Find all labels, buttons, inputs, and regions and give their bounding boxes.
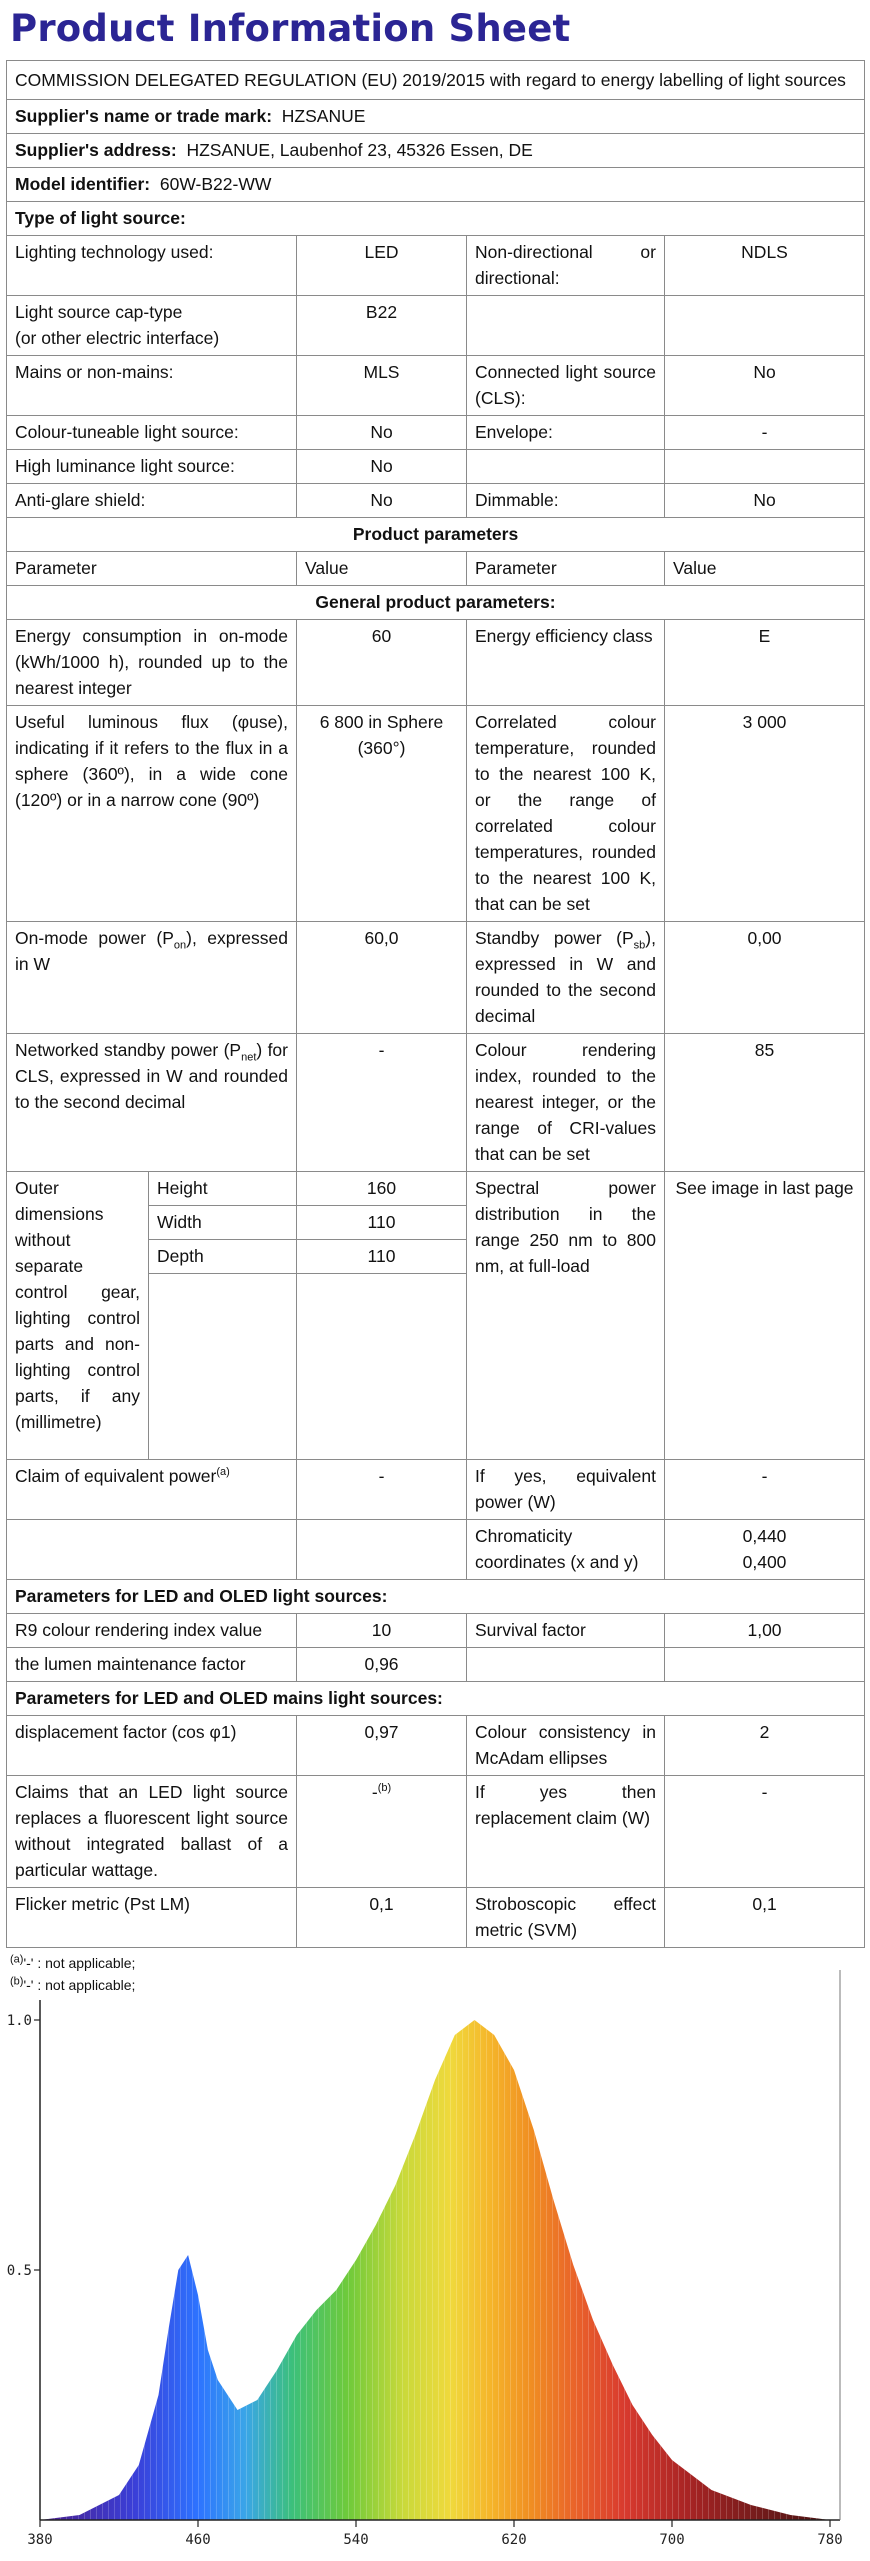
spectrum-point (513, 2069, 515, 2071)
tech-value: LED (297, 236, 467, 296)
pnet-label-pre: Networked standby power (P (15, 1040, 242, 1060)
flux-row (7, 706, 865, 922)
efficiency-label: Energy efficiency class (467, 620, 665, 706)
lumen-label: the lumen maintenance factor (7, 1648, 297, 1682)
pnet-value: - (297, 1034, 467, 1172)
tuneable-row (7, 416, 865, 450)
spectrum-point (434, 2079, 436, 2081)
disp-row (7, 1716, 865, 1776)
spectrum-point (454, 2034, 456, 2036)
supplier-name-label: Supplier's name or trade mark: (15, 106, 273, 126)
cri-label: Colour rendering index, rounded to the nearest integer, or the range of CRI-values that can be set (467, 1034, 665, 1172)
pnet-label-sub: net (241, 1051, 257, 1064)
tech-row (7, 236, 865, 296)
product-params-heading-row (7, 518, 865, 552)
col-value-2: Value (665, 552, 865, 586)
spectrum-point (572, 2264, 574, 2266)
spectrum-point (592, 2319, 594, 2321)
equiv-value: - (297, 1460, 467, 1520)
supplier-address-label: Supplier's address: (15, 140, 177, 160)
type-heading: Type of light source: (7, 202, 865, 236)
claims-sup: (b) (377, 1782, 392, 1795)
claims-value-text: - (371, 1782, 378, 1802)
cct-value: 3 000 (665, 706, 865, 922)
info-table (6, 60, 865, 1948)
spectrum-point (138, 2464, 140, 2466)
x-tick-label: 700 (659, 2532, 685, 2548)
height-label: Height (149, 1172, 297, 1206)
energy-row (7, 620, 865, 706)
pnet-row (7, 1034, 865, 1172)
led-mains-heading: Parameters for LED and OLED mains light sources: (7, 1682, 865, 1716)
spd-label: Spectral power distribution in the range 250 nm to 800 nm, at full-load (467, 1172, 665, 1460)
x-tick-label: 460 (185, 2532, 211, 2548)
antiglare-label: Anti-glare shield: (7, 484, 297, 518)
y-tick-label: 0.5 (6, 2263, 32, 2279)
flicker-row (7, 1888, 865, 1948)
spectrum-point (276, 2369, 278, 2371)
supplier-name-row (7, 100, 865, 134)
spectrum-point (790, 2514, 792, 2516)
mcadam-value: 2 (665, 1716, 865, 1776)
pon-label (7, 922, 297, 1034)
lumen-value: 0,96 (297, 1648, 467, 1682)
energy-label: Energy consumption in on-mode (kWh/1000 h), rounded up to the nearest integer (7, 620, 297, 706)
spectrum-point (187, 2254, 189, 2256)
cap-label-sub: (or other electric interface) (15, 328, 220, 348)
flicker-value: 0,1 (297, 1888, 467, 1948)
pnet-label (7, 1034, 297, 1172)
y-tick-label: 1.0 (6, 2013, 32, 2029)
model-row (7, 168, 865, 202)
directional-label: Non-directional or directional: (467, 236, 665, 296)
regulation-row (7, 61, 865, 100)
cls-label: Connected light source (CLS): (467, 356, 665, 416)
envelope-label: Envelope: (467, 416, 665, 450)
replace-value: - (665, 1776, 865, 1888)
pon-label-sub: on (173, 939, 187, 952)
x-tick-label: 780 (817, 2532, 843, 2548)
tuneable-value: No (297, 416, 467, 450)
spectrum-point (316, 2309, 318, 2311)
spectrum-point (168, 2329, 170, 2331)
spectrum-point (296, 2334, 298, 2336)
led-heading-row (7, 1580, 865, 1614)
chroma-label: Chromaticity coordinates (x and y) (467, 1520, 665, 1580)
spectrum-point (217, 2379, 219, 2381)
spectrum-point (158, 2394, 160, 2396)
power-row (7, 922, 865, 1034)
spd-value: See image in last page (665, 1172, 865, 1460)
equiv-label (7, 1460, 297, 1520)
replace-label: If yes then replacement claim (W) (467, 1776, 665, 1888)
psb-label (467, 922, 665, 1034)
x-tick-label: 380 (27, 2532, 53, 2548)
spectrum-stripes-0 (40, 2020, 830, 2520)
supplier-address-row (7, 134, 865, 168)
spectrum-point (493, 2034, 495, 2036)
x-tick-label: 540 (343, 2532, 369, 2548)
supplier-address-value: HZSANUE, Laubenhof 23, 45326 Essen, DE (186, 140, 533, 160)
equiv-sup: (a) (216, 1466, 230, 1479)
cls-value: No (665, 356, 865, 416)
width-label: Width (149, 1206, 297, 1240)
spectrum-point (711, 2489, 713, 2491)
r9-value: 10 (297, 1614, 467, 1648)
flicker-label: Flicker metric (Pst LM) (7, 1888, 297, 1948)
cap-row (7, 296, 865, 356)
svm-label: Stroboscopic effect metric (SVM) (467, 1888, 665, 1948)
pon-label-post: ), expressed in W (15, 928, 289, 974)
claims-value (297, 1776, 467, 1888)
spectrum-point (79, 2514, 81, 2516)
psb-label-pre: Standby power (P (475, 928, 634, 948)
antiglare-value: No (297, 484, 467, 518)
disp-value: 0,97 (297, 1716, 467, 1776)
survival-label: Survival factor (467, 1614, 665, 1648)
model-label: Model identifier: (15, 174, 151, 194)
equiv-row (7, 1460, 865, 1520)
chroma-x: 0,440 (742, 1526, 787, 1546)
type-heading-row (7, 202, 865, 236)
claims-row (7, 1776, 865, 1888)
spectrum-point (375, 2224, 377, 2226)
spectrum-point (533, 2129, 535, 2131)
spectrum-point (197, 2294, 199, 2296)
spectrum-point (355, 2259, 357, 2261)
spectrum-point (256, 2399, 258, 2401)
mains-label: Mains or non-mains: (7, 356, 297, 416)
pon-label-pre: On-mode power (P (15, 928, 174, 948)
depth-value: 110 (297, 1240, 467, 1274)
general-heading: General product parameters: (7, 586, 865, 620)
r9-row (7, 1614, 865, 1648)
spectrum-point (612, 2364, 614, 2366)
efficiency-value: E (665, 620, 865, 706)
led-mains-heading-row (7, 1682, 865, 1716)
flux-label: Useful luminous flux (φuse), indicating if it refers to the flux in a sphere (360º), in a wide cone (120º) or in a narrow cone (90º) (7, 706, 297, 922)
mains-value: MLS (297, 356, 467, 416)
mains-row (7, 356, 865, 416)
survival-value: 1,00 (665, 1614, 865, 1648)
mcadam-label: Colour consistency in McAdam ellipses (467, 1716, 665, 1776)
highlum-row (7, 450, 865, 484)
equiv-w-label: If yes, equivalent power (W) (467, 1460, 665, 1520)
spectrum-point (207, 2349, 209, 2351)
pnet-label-post: ) for CLS, expressed in W and rounded to the second decimal (15, 1040, 288, 1112)
spectrum-point (671, 2459, 673, 2461)
cap-value: B22 (297, 296, 467, 356)
width-value: 110 (297, 1206, 467, 1240)
footnote-b-text: '-' : not applicable; (23, 1977, 136, 1993)
col-parameter-1: Parameter (7, 552, 297, 586)
equiv-w-value: - (665, 1460, 865, 1520)
svm-value: 0,1 (665, 1888, 865, 1948)
spectrum-point (651, 2434, 653, 2436)
cri-value: 85 (665, 1034, 865, 1172)
spectrum-point (177, 2269, 179, 2271)
supplier-name-value: HZSANUE (281, 106, 366, 126)
dims-row-height (7, 1172, 865, 1206)
column-header-row (7, 552, 865, 586)
spectrum-point (335, 2289, 337, 2291)
spectrum-point (118, 2494, 120, 2496)
product-params-heading: Product parameters (7, 518, 865, 552)
spectrum-point (237, 2409, 239, 2411)
dims-label: Outer dimensions without separate control gear, lighting control parts and non-lighting control parts, if any (millimetre) (7, 1172, 149, 1460)
spectrum-point (395, 2184, 397, 2186)
spectrum-point (474, 2019, 476, 2021)
r9-label: R9 colour rendering index value (7, 1614, 297, 1648)
led-heading: Parameters for LED and OLED light sources: (7, 1580, 865, 1614)
psb-value: 0,00 (665, 922, 865, 1034)
tech-label: Lighting technology used: (7, 236, 297, 296)
spectrum-point (632, 2404, 634, 2406)
flux-value: 6 800 in Sphere (360°) (297, 706, 467, 922)
height-value: 160 (297, 1172, 467, 1206)
antiglare-row (7, 484, 865, 518)
pon-value: 60,0 (297, 922, 467, 1034)
chroma-y: 0,400 (742, 1552, 787, 1572)
highlum-value: No (297, 450, 467, 484)
chroma-row (7, 1520, 865, 1580)
model-value: 60W-B22-WW (159, 174, 272, 194)
spectrum-point (414, 2134, 416, 2136)
footnote-a-text: '-' : not applicable; (23, 1955, 136, 1971)
x-tick-label: 620 (501, 2532, 527, 2548)
spectrum-chart (0, 1960, 870, 2556)
regulation-text: COMMISSION DELEGATED REGULATION (EU) 2019/2015 with regard to energy labelling of light sources (7, 61, 865, 100)
lumen-row (7, 1648, 865, 1682)
dimmable-value: No (665, 484, 865, 518)
footnote-b-mark: (b) (10, 1975, 24, 1988)
page-title: Product Information Sheet (10, 7, 571, 50)
depth-label: Depth (149, 1240, 297, 1274)
tuneable-label: Colour-tuneable light source: (7, 416, 297, 450)
general-heading-row (7, 586, 865, 620)
equiv-label-text: Claim of equivalent power (15, 1466, 217, 1486)
directional-value: NDLS (665, 236, 865, 296)
spectrum-point (553, 2199, 555, 2201)
disp-label: displacement factor (cos φ1) (7, 1716, 297, 1776)
col-value-1: Value (297, 552, 467, 586)
footnote-a-mark: (a) (10, 1953, 24, 1966)
psb-label-sub: sb (633, 939, 646, 952)
product-information-sheet (6, 4, 864, 1996)
cap-label: Light source cap-type (15, 302, 183, 322)
dimmable-label: Dimmable: (467, 484, 665, 518)
col-parameter-2: Parameter (467, 552, 665, 586)
claims-label: Claims that an LED light source replaces a fluorescent light source without integrated ballast of a particular wattage. (7, 1776, 297, 1888)
spectrum-svg (0, 1960, 870, 2556)
energy-value: 60 (297, 620, 467, 706)
plot-area (39, 2019, 831, 2521)
spectrum-point (750, 2504, 752, 2506)
highlum-label: High luminance light source: (7, 450, 297, 484)
psb-label-post: ), expressed in W and rounded to the second decimal (475, 928, 656, 1026)
envelope-value: - (665, 416, 865, 450)
cct-label: Correlated colour temperature, rounded to the nearest 100 K, or the range of correlated colour temperatures, rounded to the nearest 100 K, that can be set (467, 706, 665, 922)
